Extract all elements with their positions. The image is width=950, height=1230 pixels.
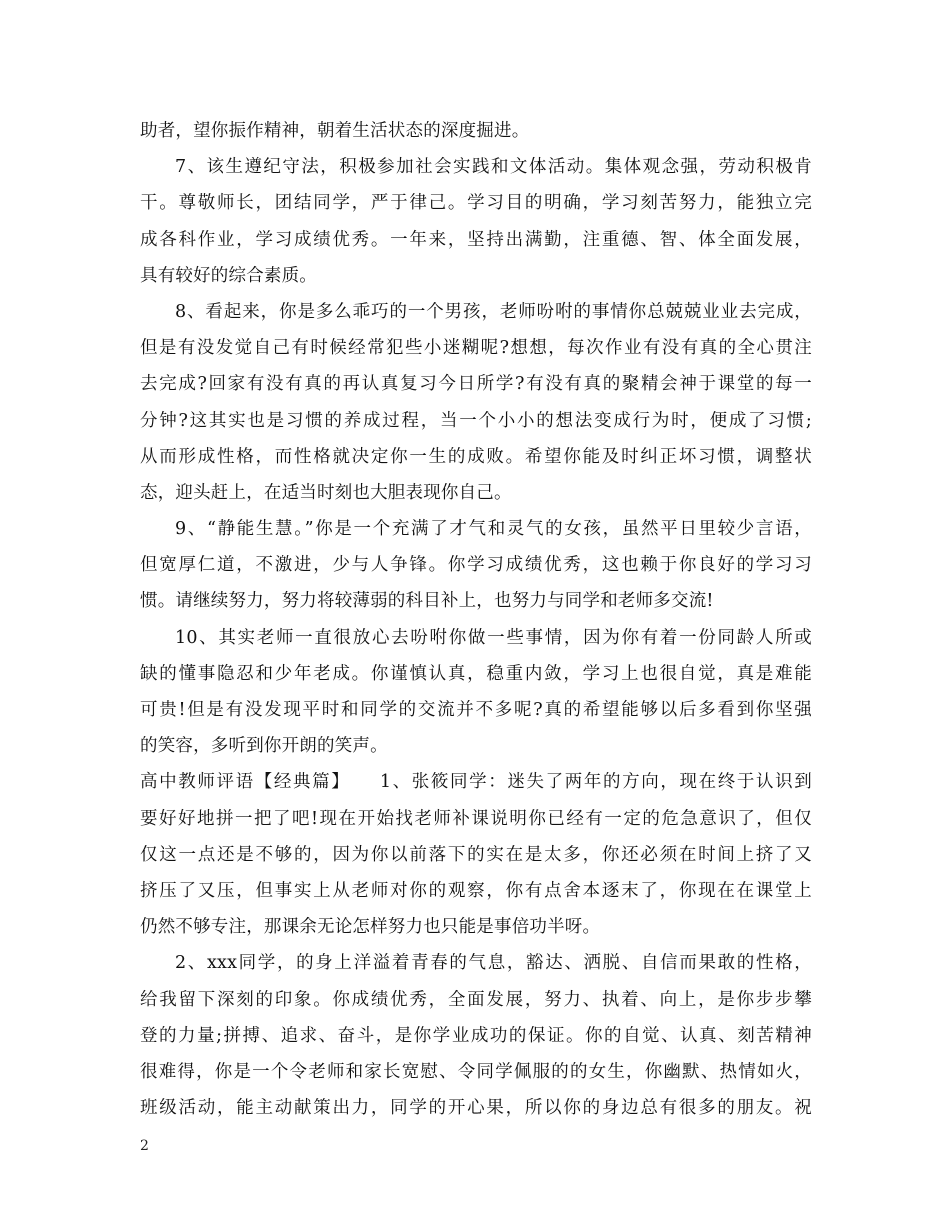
text-line: 的笑容，多听到你开朗的笑声。 [140,736,388,757]
text-line: 态，迎头赶上，在适当时刻也大胆表现你自己。 [140,482,512,503]
text-line: 从而形成性格，而性格就决定你一生的成败。希望你能及时纠正坏习惯，调整状 [140,446,812,467]
text-line-item-10-start: 10、其实老师一直很放心去吩咐你做一些事情，因为你有着一份同龄人所或 [175,627,812,648]
text-line: 助者，望你振作精神，朝着生活状态的深度掘进。 [140,121,530,141]
section-heading-line: 高中教师评语【经典篇】 1、张筱同学：迷失了两年的方向，现在终于认识到 [140,772,812,793]
page-number: 2 [140,1138,149,1154]
text-line: 但是有没发觉自己有时候经常犯些小迷糊呢?想想，每次作业有没有真的全心贯注 [140,338,812,359]
text-line-item-9-start: 9、“静能生慧。”你是一个充满了才气和灵气的女孩，虽然平日里较少言语， [175,519,812,540]
text-line: 可贵!但是有没发现平时和同学的交流并不多呢?真的希望能够以后多看到你坚强 [140,700,812,720]
text-line: 干。尊敬师长，团结同学，严于律己。学习目的明确，学习刻苦努力，能独立完 [140,193,812,214]
text-line: 给我留下深刻的印象。你成绩优秀，全面发展，努力、执着、向上，是你步步攀 [140,989,812,1010]
text-line: 具有较好的综合素质。 [140,265,317,286]
text-line: 要好好地拼一把了吧!现在开始找老师补课说明你已经有一定的危急意识了，但仅 [140,808,812,829]
text-line-item-8-start: 8、看起来，你是多么乖巧的一个男孩，老师吩咐的事情你总兢兢业业去完成， [175,301,812,322]
text-line-item-2-start: 2、xxx同学，的身上洋溢着青春的气息，豁达、洒脱、自信而果敢的性格， [175,953,812,974]
text-line: 很难得，你是一个令老师和家长宽慰、令同学佩服的的女生，你幽默、热情如火， [140,1061,812,1082]
text-line: 惯。请继续努力，努力将较薄弱的科目补上，也努力与同学和老师多交流! [140,591,714,612]
text-line: 分钟?这其实也是习惯的养成过程，当一个小小的想法变成行为时，便成了习惯; [140,410,812,431]
text-line: 班级活动，能主动献策出力，同学的开心果，所以你的身边总有很多的朋友。祝 [140,1098,812,1119]
text-line: 缺的懂事隐忍和少年老成。你谨慎认真，稳重内敛，学习上也很自觉，真是难能 [140,663,812,684]
text-line: 登的力量;拼搏、追求、奋斗，是你学业成功的保证。你的自觉、认真、刻苦精神 [140,1025,812,1046]
text-line: 挤压了又压，但事实上从老师对你的观察，你有点舍本逐末了，你现在在课堂上 [140,880,812,901]
text-line: 仅这一点还是不够的，因为你以前落下的实在是太多，你还必须在时间上挤了又 [140,844,812,865]
text-line: 成各科作业，学习成绩优秀。一年来，坚持出满勤，注重德、智、体全面发展， [140,229,812,250]
text-line-item-7-start: 7、该生遵纪守法，积极参加社会实践和文体活动。集体观念强，劳动积极肯 [175,157,812,178]
text-line: 但宽厚仁道，不激进，少与人争锋。你学习成绩优秀，这也赖于你良好的学习习 [140,555,812,576]
text-line: 仍然不够专注，那课余无论怎样努力也只能是事倍功半呀。 [140,917,601,938]
text-line: 去完成?回家有没有真的再认真复习今日所学?有没有真的聚精会神于课堂的每一 [140,374,812,395]
body-text [140,113,812,1126]
